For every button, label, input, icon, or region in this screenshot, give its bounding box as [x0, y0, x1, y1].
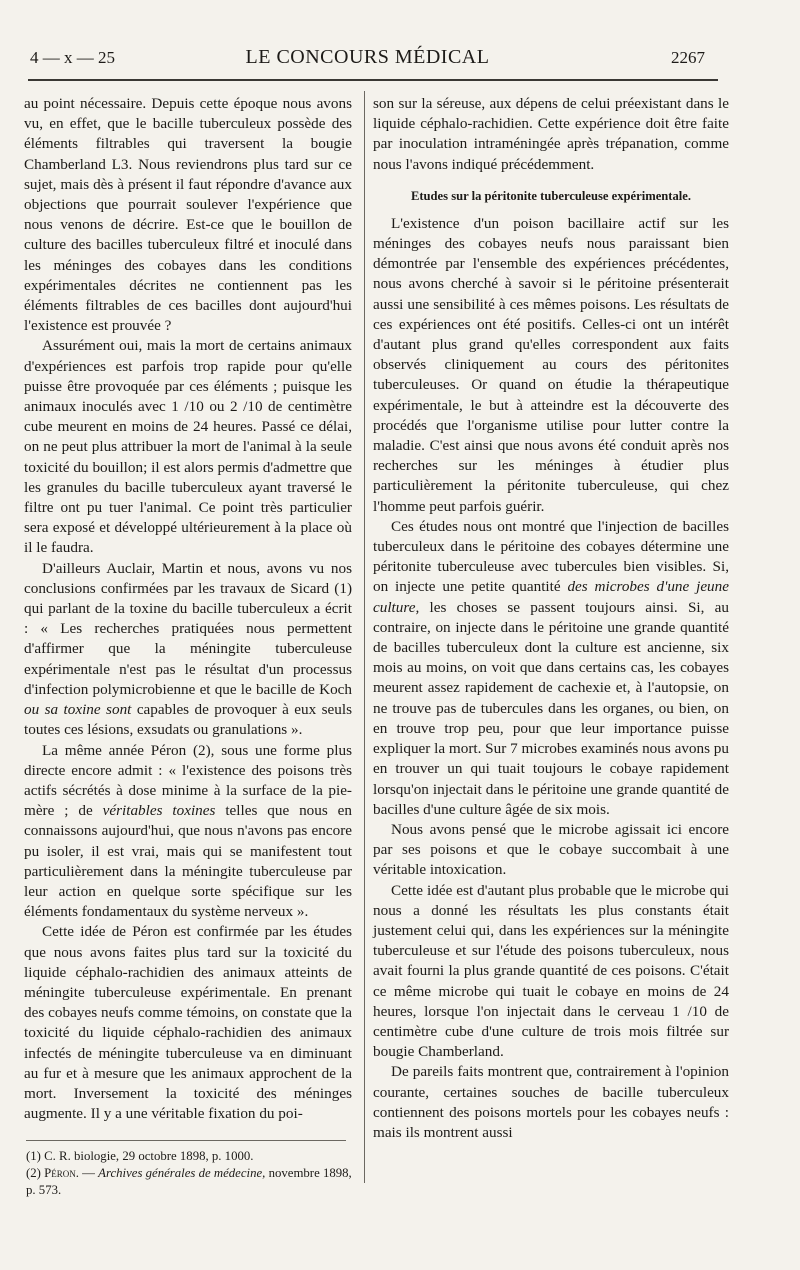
- footnote-1: (1) C. R. biologie, 29 octobre 1898, p. 1000.: [26, 1149, 254, 1163]
- text-run: les choses se passent toujours ainsi. Si, au contraire, on injecte dans le péritoine une grande quantité de bacilles tuberculeux dont la culture est ancienne, six mois au moins, on voit que dans certains cas, les cobayes meurent assez rapidement de cachexie et, à l'autopsie, on ne trouve pas de tubercules dans les organes, ou bien, on en trouve trop peu, pour que leur importance puisse expliquer la mort. Sur 7 microbes examinés nous avons pu en trouver un qui tuait toujours le cobaye rapidement lorsqu'on injectait dans le péritoine une grande quantité de bacilles d'une culture âgée de six mois.: [373, 598, 729, 818]
- paragraph: De pareils faits montrent que, contrairement à l'opinion courante, certaines souches de bacille tuberculeux contiennent des poisons mortels pour les cobayes neufs : mais ils montrent aussi: [373, 1063, 729, 1141]
- footnote-journal: Archives générales de médecine,: [98, 1166, 266, 1180]
- footnote-2: [26, 1165, 356, 1199]
- footnotes: [26, 1148, 356, 1199]
- section-heading: Etudes sur la péritonite tuberculeuse expérimentale.: [410, 188, 692, 203]
- text-run: Ces études nous ont montré que l'injection de bacilles tuberculeux dans le péritoine des cobayes détermine une péritonite tuberculeuse avec tubercules bien visibles. Si, on injecte une petite quantité: [373, 517, 729, 596]
- paragraph: Cette idée de Péron est confirmée par les études que nous avons faites plus tard sur la toxicité du liquide céphalo-rachidien des animaux atteints de méningite tuberculeuse expérimentale. En prenant des cobayes neufs comme témoins, on constate que la toxicité du liquide céphalo-rachidien des animaux infectés de méningite tuberculeuse va en diminuant au fur et à mesure que les animaux approchent de la mort. Inversement la toxicité des méninges augmente. Il y a une véritable fixation du poi-: [24, 923, 352, 1123]
- column-divider: [364, 91, 365, 1183]
- paragraph: Cette idée est d'autant plus probable que le microbe qui nous a donné les résultats les plus constants était justement celui qui, dans les expériences sur la méningite tuberculeuse et sur l'étude des poisons tuberculeux, nous avait fourni la plus grande quantité de ces poisons. C'était ce même microbe qui tuait le cobaye en moins de 24 heures, lorsque l'on injectait dans le cerveau 1 /10 de centimètre cube d'une culture de trois mois filtrée sur bougie Chamberland.: [373, 881, 729, 1061]
- paragraph: son sur la séreuse, aux dépens de celui préexistant dans le liquide céphalo-rachidien. Cette expérience doit être faite par inoculation intraméningée après trépanation, comme nous l'avons indiqué précédemment.: [373, 95, 729, 173]
- paragraph: [24, 559, 352, 741]
- footnote-author: (2) Péron. —: [26, 1166, 95, 1180]
- paragraph: [373, 517, 729, 820]
- footnote-citation: novembre 1898, p. 573.: [26, 1166, 352, 1197]
- header-rule: [28, 79, 718, 81]
- paragraph: Nous avons pensé que le microbe agissait ici encore par ses poisons et que le cobaye succombait à une véritable intoxication.: [373, 820, 729, 879]
- page-number: 2267: [671, 48, 705, 67]
- running-header: [30, 48, 705, 76]
- italic-run: véritables toxines: [102, 802, 216, 820]
- text-run: D'ailleurs Auclair, Martin et nous, avons vu nos conclusions confirmées par les travaux de Sicard (1) qui parlant de la toxine du bacille tuberculeux a écrit : « Les recherches pratiquées nous permettent d'affirmer que la méningite tuberculeuse expérimentale n'est pas le résultat d'un processus d'infection polymicrobienne et que le bacille de Koch: [24, 559, 352, 698]
- paragraph: [24, 741, 352, 923]
- issue-date: 4 — x — 25: [30, 48, 115, 67]
- paragraph: Assurément oui, mais la mort de certains animaux d'expériences est parfois trop rapide pour qu'elle puisse être provoquée par ces éléments ; puisque les animaux inoculés avec 1 /10 ou 2 /10 de centimètre cube meurent en moins de 24 heures. Passé ce délai, on ne peut plus attribuer la mort de l'animal à la seule toxicité du bouillon; il est alors permis d'admettre que les granules du bacille tuberculeux ayant traversé le filtre ont pu tuer l'animal. Ce point très particulier sera exposé et développé ultérieurement à la place où il le faudra.: [24, 337, 352, 557]
- italic-run: des microbes d'une jeune culture,: [373, 578, 729, 616]
- journal-title: LE CONCOURS MÉDICAL: [245, 46, 490, 68]
- paragraph: au point nécessaire. Depuis cette époque nous avons vu, en effet, que le bacille tuberculeux possède des éléments filtrables qui traversent la bougie Chamberland L3. Nous reviendrons plus tard sur ce sujet, mais dès à présent il faut répondre d'avance aux objections que pourrait soulever l'expérience que nous venons de décrire. Est-ce que le bouillon de culture des bacilles tuberculeux filtré et inoculé dans les méninges des cobayes dans les conditions expérimentales décrites ne contiennent pas les éléments filtrables de ces bacilles dont aujourd'hui l'existence est prouvée ?: [24, 95, 352, 335]
- left-column: [24, 94, 352, 1124]
- paragraph: L'existence d'un poison bacillaire actif sur les méninges des cobayes neufs nous paraissant bien démontrée par l'ensemble des expériences précédentes, nous avons cherché à savoir si le péritoine présenterait aussi une sensibilité à ces mêmes poisons. Les résultats de ces expériences ont été positifs. Celles-ci ont un intérêt d'autant plus grand qu'elles correspondent aux faits observés cliniquement au cours des péritonites tuberculeuses. Or quand on étudie la thérapeutique expérimentale, le but à atteindre est la découverte des procédés que l'organisme utilise pour lutter contre la maladie. C'est ainsi que nous avons été conduit après nos recherches sur les méninges à étudier plus particulièrement la péritonite tuberculeuse, qui chez l'homme peut parfois guérir.: [373, 214, 729, 515]
- text-run: La même année Péron (2), sous une forme plus directe encore admit : « l'existence des poisons très actifs sécrétés à dose minime à la surface de la pie-mère ; de: [24, 741, 352, 820]
- text-run: capables de provoquer à eux seuls toutes ces lésions, exsudats ou granulations ».: [24, 701, 352, 739]
- text-run: telles que nous en connaissons aujourd'hui, que nous n'avons pas encore pu isoler, il est vrai, mais qui se manifestent tout particulièrement dans la méningite tuberculeuse par leur action en quelque sorte spécifique sur les éléments fondamentaux du système nerveux ».: [24, 802, 353, 921]
- footnote-rule: [26, 1140, 346, 1141]
- right-column: [373, 94, 729, 1143]
- italic-run: ou sa toxine sont: [24, 701, 132, 719]
